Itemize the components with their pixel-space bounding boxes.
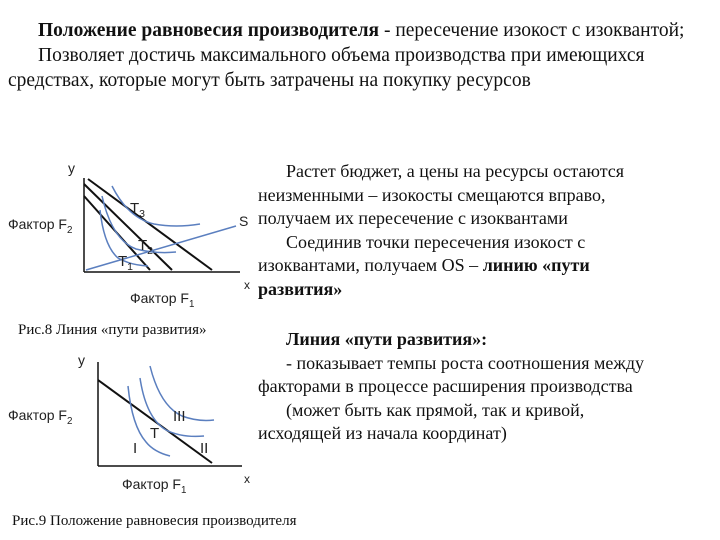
expansion-path-paragraph — [258, 231, 678, 302]
fig9-factor2-text: Фактор F — [8, 407, 67, 423]
fig8-s-label: S — [239, 213, 249, 229]
intro-benefit: Позволяет достичь максимального объема производства при имеющихся средствах, которые могут быть затрачены на покупку ресурсов — [8, 45, 645, 91]
intro-term: Положение равновесия производителя — [38, 20, 380, 41]
right-column-bottom — [258, 328, 658, 446]
fig8-point-t1-sub: 1 — [127, 261, 134, 273]
fig9-label-T: T — [150, 425, 160, 442]
fig9-label-III: III — [173, 408, 186, 425]
fig9-factor2-sub: 2 — [66, 415, 73, 427]
fig8-y-label: y — [68, 160, 75, 176]
fig9-caption: Рис.9 Положение равновесия производителя — [12, 513, 297, 529]
right-column-top — [258, 160, 678, 301]
fig8-factor1-text: Фактор F — [130, 290, 189, 306]
fig8-caption: Рис.8 Линия «пути развития» — [18, 322, 207, 338]
fig9-factor1-sub: 1 — [180, 484, 187, 496]
fig8-x-label: x — [244, 278, 250, 292]
fig8-point-t3-sub: 3 — [139, 208, 146, 220]
fig9-factor2-label — [8, 407, 72, 427]
fig8-factor2-text: Фактор F — [8, 216, 67, 232]
fig8-point-t1-text: T — [118, 253, 128, 270]
fig8-point-t2-text: T — [138, 237, 148, 254]
fig9-label-I: I — [133, 440, 138, 457]
intro-definition-rest: - пересечение изокост с изоквантой; — [379, 20, 685, 41]
expansion-path-bullet: - показывает темпы роста соотношения между факторами в процессе расширения производства — [258, 352, 645, 396]
fig8-point-t3-text: T — [130, 200, 140, 217]
fig9-factor1-text: Фактор F — [122, 476, 181, 492]
expansion-path-note: (может быть как прямой, так и кривой, исходящей из начала координат) — [258, 399, 585, 443]
fig9-label-II: II — [200, 440, 209, 457]
expansion-path-term: линию «пути развития» — [258, 255, 590, 299]
budget-growth-paragraph: Растет бюджет, а цены на ресурсы остаются неизменными – изокосты смещаются вправо, получаем их пересечение с изоквантами — [258, 161, 625, 228]
fig9-y-label: y — [78, 352, 85, 368]
fig8-point-t2-sub: 2 — [147, 245, 154, 257]
expansion-path-heading: Линия «пути развития»: — [286, 329, 488, 349]
fig9-x-label: x — [244, 472, 250, 486]
fig9-factor1-label — [122, 476, 186, 496]
expansion-path-plain: Соединив точки пересечения изокост с изоквантами, получаем OS – — [258, 231, 586, 275]
fig8-factor2-sub: 2 — [66, 224, 73, 236]
fig8-factor1-sub: 1 — [188, 298, 195, 310]
